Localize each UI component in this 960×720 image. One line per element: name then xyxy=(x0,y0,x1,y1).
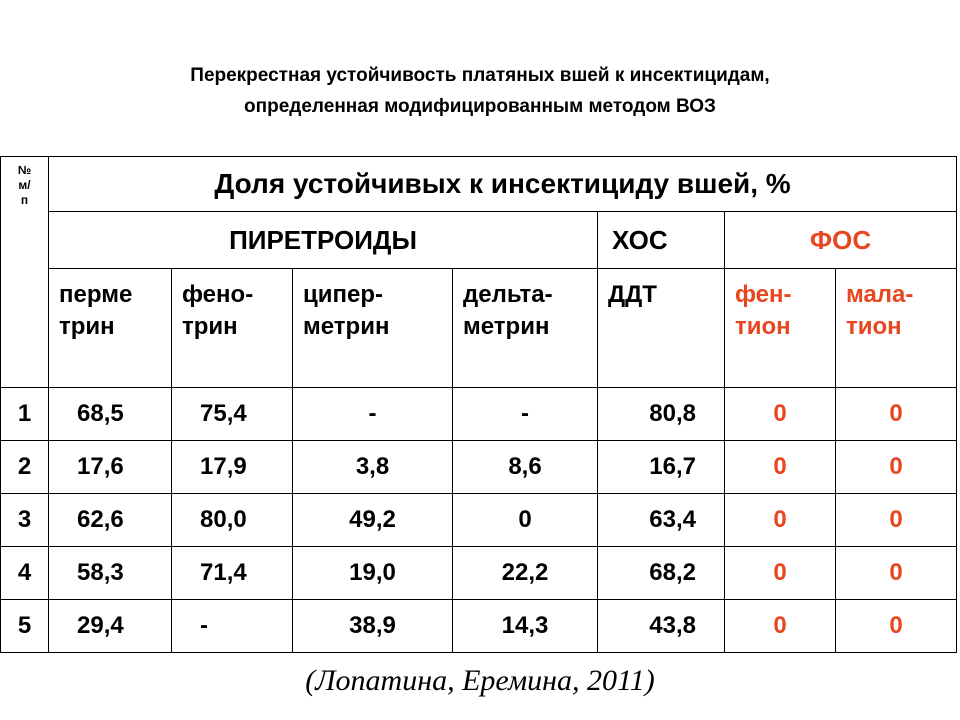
subheader-line: мала- xyxy=(846,281,914,308)
num-header-line-3: п xyxy=(20,193,29,207)
subheader-cypermethrin xyxy=(293,269,453,388)
cell-ddt: 43,8 xyxy=(598,600,725,653)
subheader-line: метрин xyxy=(463,313,550,340)
cell-phenothrin: 17,9 xyxy=(172,441,293,494)
subheader-line: ципер- xyxy=(303,281,384,308)
subheader-line: фен- xyxy=(735,281,792,308)
row-index: 5 xyxy=(1,600,49,653)
subheader-phenothrin xyxy=(172,269,293,388)
subheader-line: ДДТ xyxy=(608,281,657,308)
subheader-deltamethrin xyxy=(453,269,598,388)
cell-malathion: 0 xyxy=(836,388,957,441)
cell-cypermethrin: 3,8 xyxy=(293,441,453,494)
cell-deltamethrin: 8,6 xyxy=(453,441,598,494)
cell-malathion: 0 xyxy=(836,547,957,600)
subheader-line: дельта- xyxy=(463,281,553,308)
cell-cypermethrin: 19,0 xyxy=(293,547,453,600)
cell-permethrin: 62,6 xyxy=(49,494,172,547)
cell-ddt: 63,4 xyxy=(598,494,725,547)
subheader-fenthion xyxy=(725,269,836,388)
slide-title-line-2: определенная модифицированным методом ВОЗ xyxy=(244,96,716,117)
table-row xyxy=(1,388,957,441)
cell-ddt: 80,8 xyxy=(598,388,725,441)
cell-permethrin: 17,6 xyxy=(49,441,172,494)
cell-fenthion: 0 xyxy=(725,388,836,441)
table-row xyxy=(1,441,957,494)
cell-malathion: 0 xyxy=(836,600,957,653)
main-header: Доля устойчивых к инсектициду вшей, % xyxy=(49,157,957,212)
cell-deltamethrin: 14,3 xyxy=(453,600,598,653)
subheader-line: трин xyxy=(182,313,238,340)
cell-malathion: 0 xyxy=(836,441,957,494)
table-row xyxy=(1,547,957,600)
cell-ddt: 68,2 xyxy=(598,547,725,600)
table-row xyxy=(1,600,957,653)
slide-title-line-1: Перекрестная устойчивость платяных вшей к инсектицидам, xyxy=(190,65,770,86)
subheader-malathion xyxy=(836,269,957,388)
cell-deltamethrin: - xyxy=(453,388,598,441)
row-number-header xyxy=(1,157,49,388)
num-header-line-1: № xyxy=(17,163,32,177)
subheader-line: тион xyxy=(846,313,902,340)
subheader-line: фено- xyxy=(182,281,254,308)
cell-fenthion: 0 xyxy=(725,600,836,653)
cell-ddt: 16,7 xyxy=(598,441,725,494)
cell-phenothrin: 71,4 xyxy=(172,547,293,600)
cell-deltamethrin: 22,2 xyxy=(453,547,598,600)
cell-phenothrin: 80,0 xyxy=(172,494,293,547)
cell-phenothrin: 75,4 xyxy=(172,388,293,441)
cell-fenthion: 0 xyxy=(725,547,836,600)
citation: (Лопатина, Еремина, 2011) xyxy=(305,664,655,697)
row-index: 4 xyxy=(1,547,49,600)
cell-malathion: 0 xyxy=(836,494,957,547)
group-pyrethroids: ПИРЕТРОИДЫ xyxy=(49,212,598,269)
subheader-permethrin xyxy=(49,269,172,388)
subheader-line: метрин xyxy=(303,313,390,340)
row-index: 2 xyxy=(1,441,49,494)
subheader-line: тион xyxy=(735,313,791,340)
subheader-ddt xyxy=(598,269,725,388)
group-fos: ФОС xyxy=(725,212,957,269)
cell-fenthion: 0 xyxy=(725,494,836,547)
row-index: 3 xyxy=(1,494,49,547)
row-index: 1 xyxy=(1,388,49,441)
subheader-line: трин xyxy=(59,313,115,340)
cell-deltamethrin: 0 xyxy=(453,494,598,547)
cell-cypermethrin: 38,9 xyxy=(293,600,453,653)
cell-cypermethrin: - xyxy=(293,388,453,441)
cell-permethrin: 29,4 xyxy=(49,600,172,653)
cell-permethrin: 58,3 xyxy=(49,547,172,600)
insecticide-resistance-table xyxy=(0,156,957,653)
cell-cypermethrin: 49,2 xyxy=(293,494,453,547)
cell-phenothrin: - xyxy=(172,600,293,653)
cell-fenthion: 0 xyxy=(725,441,836,494)
num-header-line-2: м/ xyxy=(18,178,31,192)
table-row xyxy=(1,494,957,547)
group-hos: ХОС xyxy=(598,212,725,269)
subheader-line: перме xyxy=(59,281,133,308)
cell-permethrin: 68,5 xyxy=(49,388,172,441)
